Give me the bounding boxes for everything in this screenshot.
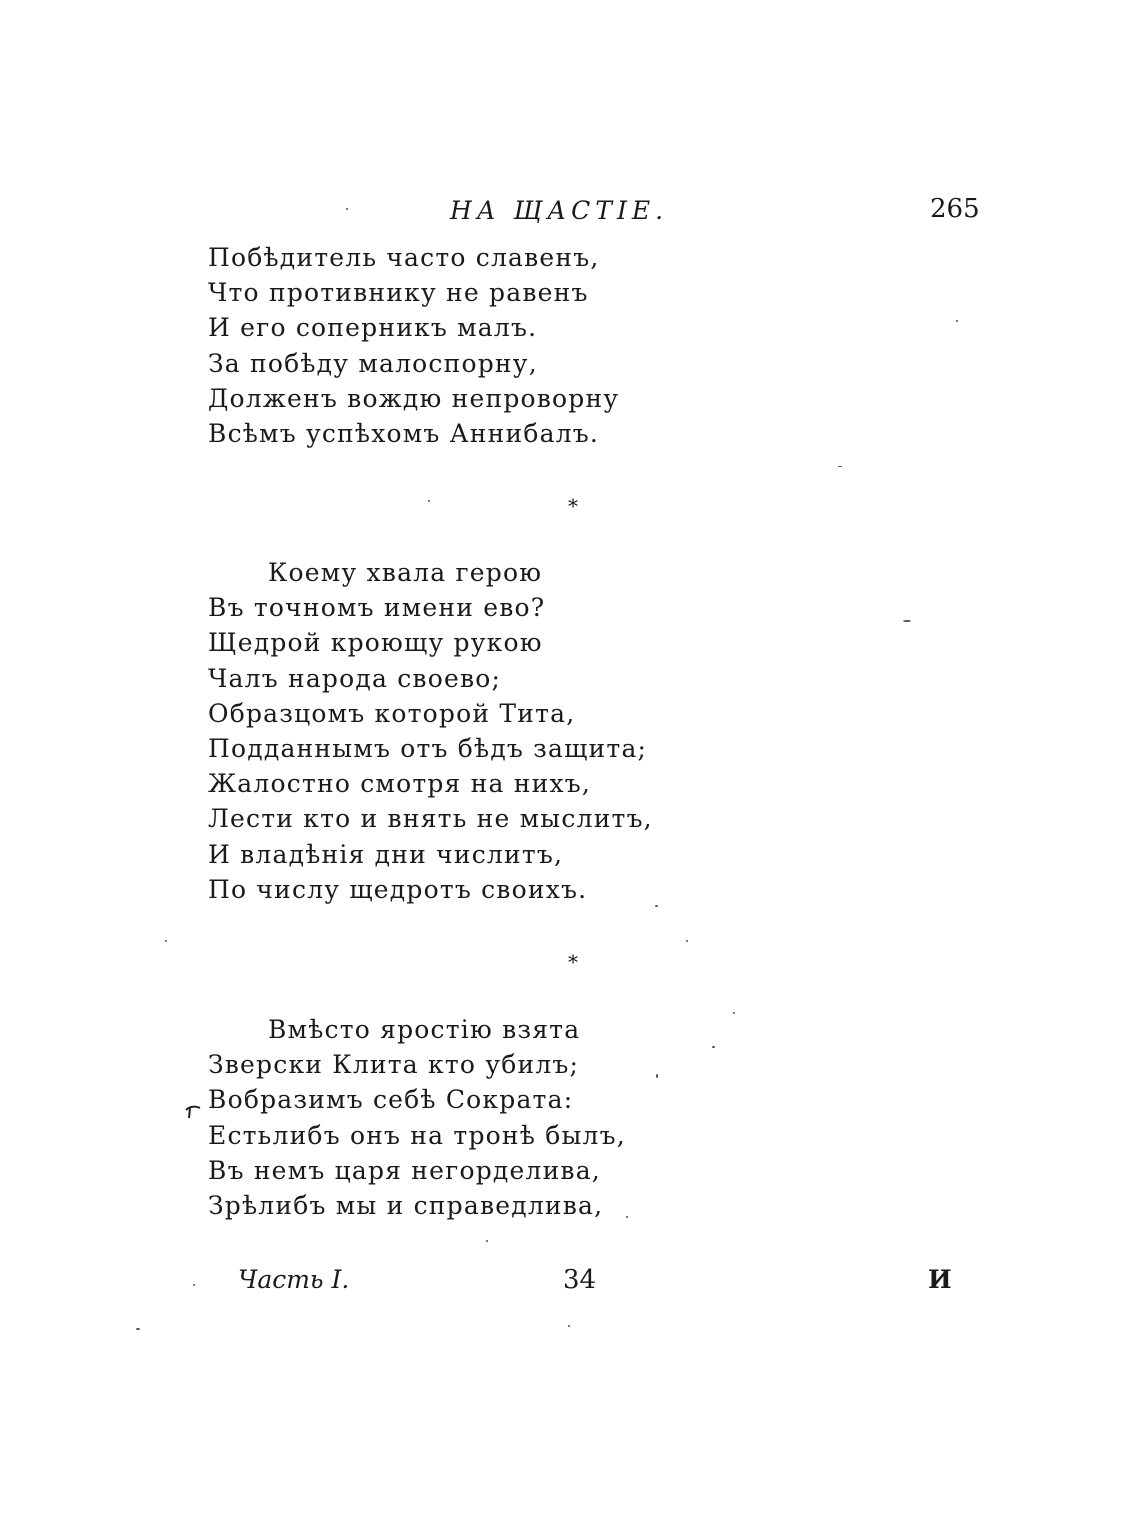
- paper-speck: [733, 1012, 735, 1014]
- verse-line: Чалъ народа своево;: [208, 663, 502, 693]
- paper-speck: [568, 1325, 570, 1327]
- verse-line: Щедрой кроющу рукою: [208, 628, 543, 658]
- verse-line: Зверски Клита кто убилъ;: [208, 1050, 580, 1080]
- paper-speck: [686, 940, 688, 942]
- sheet-number: 34: [563, 1265, 597, 1295]
- verse-line: Долженъ вождю непроворну: [208, 383, 620, 413]
- catchword: И: [928, 1265, 952, 1294]
- verse-line: Подданнымъ отъ бѣдъ защита;: [208, 733, 648, 763]
- paper-speck: [903, 620, 911, 622]
- paper-speck: [626, 1216, 628, 1218]
- verse-line: Въ точномъ имени ево?: [208, 593, 546, 623]
- margin-mark-icon: [184, 1104, 202, 1122]
- stanza: [208, 1012, 626, 1223]
- stanza-separator: *: [568, 950, 578, 974]
- verse-line: Вмѣсто яростію взята: [268, 1015, 581, 1044]
- verse-line: Зрѣлибъ мы и справедлива,: [208, 1190, 604, 1220]
- signature-mark: Часть I.: [238, 1265, 350, 1294]
- paper-speck: [655, 905, 658, 907]
- verse-line: Побѣдитель часто славенъ,: [208, 243, 600, 272]
- paper-speck: [656, 1074, 658, 1078]
- paper-speck: [956, 320, 958, 322]
- verse-line: И его соперникъ малъ.: [208, 313, 538, 343]
- verse-line: Коему хвала герою: [268, 558, 543, 587]
- running-title: НА ЩАСТІЕ.: [450, 196, 669, 225]
- verse-line: За побѣду малоспорну,: [208, 348, 538, 378]
- paper-speck: [838, 466, 842, 467]
- paper-speck: [712, 1046, 715, 1048]
- verse-line: Лести кто и внять не мыслитъ,: [208, 804, 653, 834]
- verse-line: Всѣмъ успѣхомъ Аннибалъ.: [208, 418, 600, 448]
- verse-line: Жалостно смотря на нихъ,: [208, 769, 592, 799]
- verse-line: Въ немъ царя негорделива,: [208, 1155, 601, 1185]
- paper-speck: [486, 1240, 488, 1242]
- stanza: [208, 240, 619, 451]
- verse-line: Естьлибъ онъ на тронѣ былъ,: [208, 1120, 626, 1150]
- verse-line: Вобразимъ себѣ Сократа:: [208, 1085, 574, 1115]
- verse-line: По числу щедротъ своихъ.: [208, 874, 588, 904]
- verse-line: Образцомъ которой Тита,: [208, 698, 576, 728]
- paper-speck: [165, 940, 167, 942]
- verse-line: И владѣнія дни числитъ,: [208, 839, 564, 869]
- stanza-separator: *: [568, 494, 578, 518]
- paper-speck: [428, 500, 430, 502]
- stanza: [208, 555, 653, 907]
- verse-line: Что противнику не равенъ: [208, 278, 589, 308]
- paper-speck: [136, 1328, 140, 1330]
- paper-speck: [193, 1284, 195, 1286]
- page-number: 265: [930, 194, 980, 224]
- paper-speck: [346, 208, 348, 210]
